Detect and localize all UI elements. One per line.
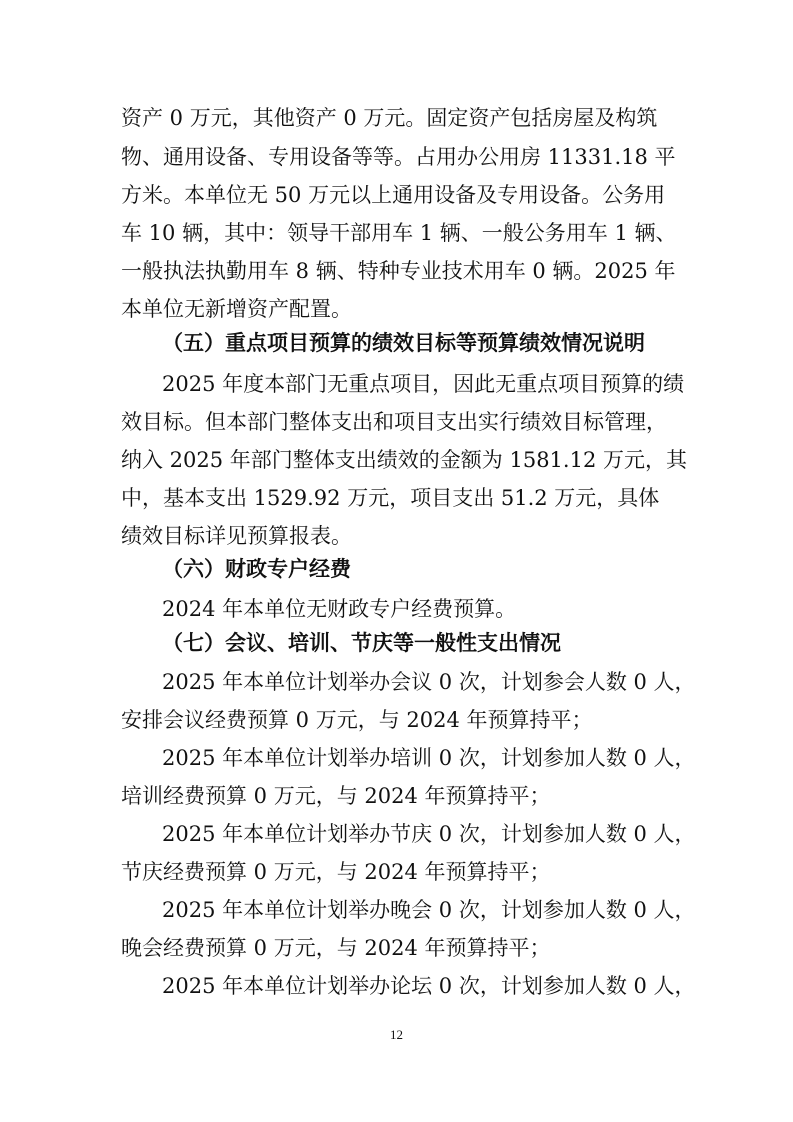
line-text: 2025 年本单位计划举办晚会 0 次，计划参加人数 0 人， (162, 898, 696, 922)
line-text: 晚会经费预算 0 万元，与 2024 年预算持平； (121, 936, 551, 960)
text-line (0, 216, 793, 250)
line-text: 一般执法执勤用车 8 辆、特种专业技术用车 0 辆。2025 年 (121, 259, 676, 283)
text-line (0, 481, 793, 515)
text-line (0, 405, 793, 439)
line-text: 节庆经费预算 0 万元，与 2024 年预算持平； (121, 860, 551, 884)
text-line (0, 817, 793, 851)
line-text: 2025 年本单位计划举办培训 0 次，计划参加人数 0 人， (162, 746, 696, 770)
text-line (0, 703, 793, 737)
line-text: 中，基本支出 1529.92 万元，项目支出 51.2 万元，具体 (121, 486, 660, 510)
line-text: 2025 年本单位计划举办会议 0 次，计划参会人数 0 人， (162, 670, 696, 694)
line-text: 2025 年本单位计划举办论坛 0 次，计划参加人数 0 人， (162, 974, 696, 998)
text-line (0, 254, 793, 288)
text-line (0, 969, 793, 1003)
section-heading (0, 552, 793, 586)
text-line (0, 140, 793, 174)
line-text: 方米。本单位无 50 万元以上通用设备及专用设备。公务用 (121, 183, 666, 207)
text-line (0, 101, 793, 135)
text-line (0, 931, 793, 965)
page-number: 12 (390, 1027, 403, 1042)
text-line (0, 665, 793, 699)
text-line (0, 592, 793, 626)
text-line (0, 741, 793, 775)
line-text: 安排会议经费预算 0 万元，与 2024 年预算持平； (121, 708, 593, 732)
text-line (0, 855, 793, 889)
heading-text: （六）财政专户经费 (162, 556, 351, 581)
line-text: 车 10 辆，其中：领导干部用车 1 辆、一般公务用车 1 辆、 (121, 221, 677, 245)
text-line (0, 292, 793, 326)
line-text: 2024 年本单位无财政专户经费预算。 (162, 597, 517, 621)
line-text: 物、通用设备、专用设备等等。占用办公用房 11331.18 平 (121, 145, 676, 169)
line-text: 效目标。但本部门整体支出和项目支出实行绩效目标管理， (121, 410, 667, 434)
line-text: 绩效目标详见预算报表。 (121, 524, 352, 548)
heading-text: （五）重点项目预算的绩效目标等预算绩效情况说明 (162, 330, 645, 355)
heading-text: （七）会议、培训、节庆等一般性支出情况 (162, 630, 561, 655)
line-text: 2025 年度本部门无重点项目，因此无重点项目预算的绩 (162, 372, 685, 396)
line-text: 本单位无新增资产配置。 (121, 297, 352, 321)
section-heading (0, 326, 793, 360)
line-text: 培训经费预算 0 万元，与 2024 年预算持平； (121, 784, 551, 808)
line-text: 资产 0 万元，其他资产 0 万元。固定资产包括房屋及构筑 (121, 106, 658, 130)
text-line (0, 779, 793, 813)
text-line (0, 893, 793, 927)
section-heading (0, 626, 793, 660)
text-line (0, 178, 793, 212)
text-line (0, 367, 793, 401)
text-line (0, 519, 793, 553)
text-line (0, 443, 793, 477)
line-text: 纳入 2025 年部门整体支出绩效的金额为 1581.12 万元，其 (121, 448, 687, 472)
line-text: 2025 年本单位计划举办节庆 0 次，计划参加人数 0 人， (162, 822, 696, 846)
